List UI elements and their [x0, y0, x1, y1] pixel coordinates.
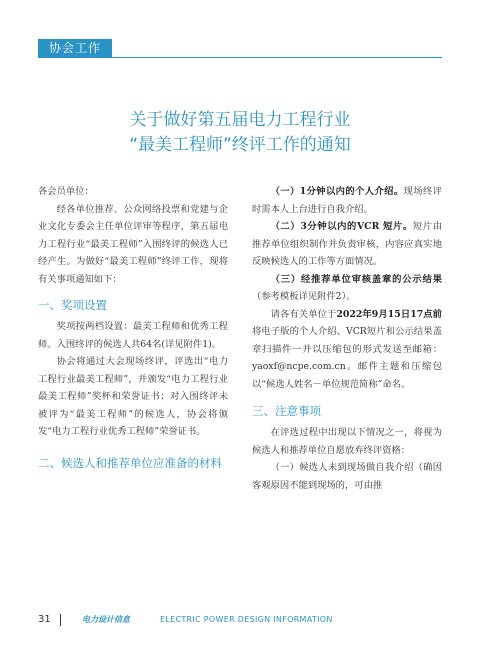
item-3-title: （三）经推荐单位审核盖章的公示结果: [270, 273, 442, 285]
page-footer: [38, 612, 458, 628]
greeting: 各会员单位：: [38, 186, 94, 197]
submission-text: 将电子版的个人介绍、VCR短片和公示结果盖章扫描件一并以压缩包的形式发送至邮箱：yaoxf@ncpe.com.cn。邮件主题和压缩包以“候选人姓名－单位规范简称”命名。: [252, 326, 442, 390]
award-paragraph-2: 协会将通过大会现场终评，评选出“电力工程行业最美工程师”，并颁发“电力工程行业最美工程师”奖杯和荣誉证书；对入围终评未被评为“最美工程师”的候选人，协会将颁发“电力工程行业优秀工程师”荣誉证书。: [38, 356, 228, 437]
item-3-text: （参考模板详见附件2）。: [252, 291, 356, 302]
item-1-title: （一）1分钟以内的个人介绍。: [270, 186, 404, 197]
journal-name-en: ELECTRIC POWER DESIGN INFORMATION: [160, 615, 333, 624]
submission-deadline: 2022年9月15日17点前: [336, 308, 442, 320]
section-tag: 协会工作: [38, 39, 112, 58]
header-rule: [112, 57, 442, 58]
notes-paragraph-1: 在评选过程中出现以下情况之一，将视为候选人和推荐单位自愿放弃终评资格：: [252, 427, 442, 456]
intro-paragraph: 经各单位推荐、公众网络投票和党建与企业文化专委会主任单位评审等程序，第五届电力工程行业“最美工程师”入围终评的候选人已经产生。为做好“最美工程师”终评工作，现将有关事项通知如下：: [38, 203, 228, 285]
item-2-text: 短片由推荐单位组织制作并负责审核，内容应真实地反映候选人的工作等方面情况。: [252, 221, 442, 267]
article-title-line-1: 关于做好第五届电力工程行业: [129, 110, 351, 130]
item-1: [252, 183, 442, 218]
left-column: [38, 183, 228, 472]
heading-notes: 三、注意事项: [252, 404, 321, 418]
journal-name-cn: 电力设计信息: [82, 615, 130, 624]
item-3: [252, 271, 442, 306]
article-title-line-2: “最美工程师”终评工作的通知: [129, 135, 351, 155]
submission-lead: 请各有关单位于: [270, 308, 337, 320]
right-column: [252, 183, 442, 494]
notes-paragraph-2: （一）候选人未到现场做自我介绍（确因客观原因不能到现场的，可由推: [252, 462, 442, 491]
award-paragraph-1: 奖项按两档设置：最美工程师和优秀工程师。入围终评的候选人共64名(详见附件1)。: [38, 321, 228, 350]
item-1-text: 现场终评时需本人上台进行自我介绍。: [252, 186, 442, 215]
footer-divider: [60, 614, 61, 626]
item-2-title: （二）3分钟以内的VCR 短片。: [270, 221, 413, 232]
item-2: [252, 218, 442, 271]
heading-materials: 二、候选人和推荐单位应准备的材料: [38, 455, 222, 470]
submission-paragraph: [252, 306, 442, 394]
page-number: 31: [38, 614, 51, 625]
heading-awards: 一、奖项设置: [38, 298, 107, 312]
